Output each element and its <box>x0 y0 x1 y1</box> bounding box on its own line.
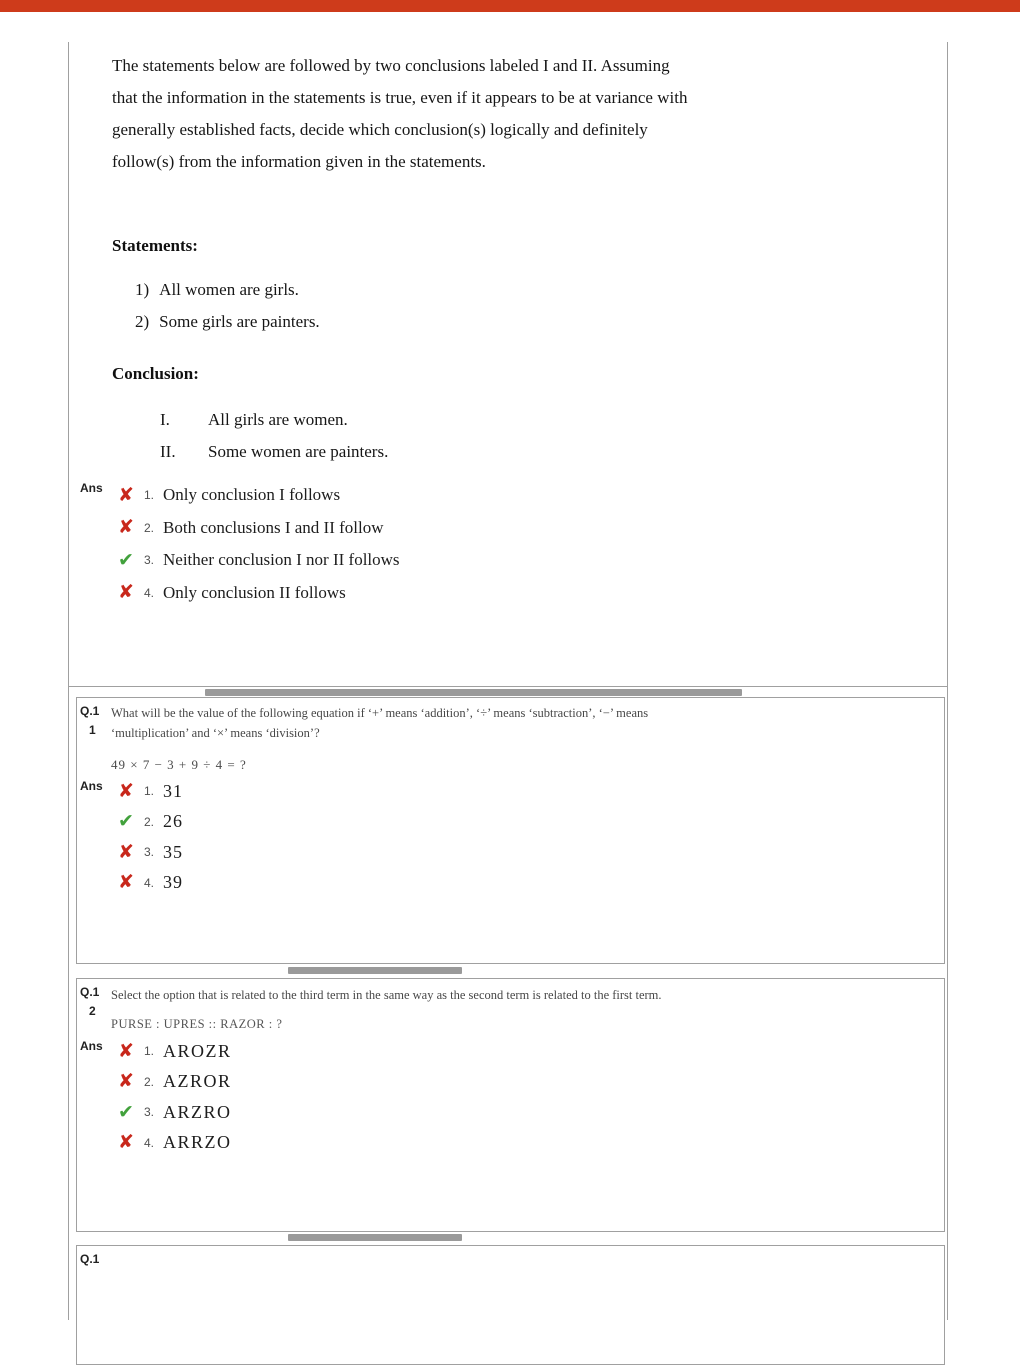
cross-icon <box>118 486 144 505</box>
cross-icon <box>118 873 144 892</box>
answer-option <box>118 1128 232 1159</box>
section-divider <box>68 686 947 687</box>
statement-number: 1) <box>135 280 150 299</box>
answer-option <box>118 868 183 899</box>
check-icon <box>118 812 144 831</box>
conclusion-text: All girls are women. <box>208 410 348 429</box>
answer-option <box>118 1067 232 1098</box>
option-text: 26 <box>163 811 184 832</box>
statement-item <box>135 274 320 306</box>
statements-list <box>135 274 320 338</box>
option-text: Neither conclusion I nor II follows <box>163 550 400 570</box>
option-number: 3. <box>144 1105 155 1120</box>
cross-icon <box>118 1042 144 1061</box>
cross-icon <box>118 1133 144 1152</box>
top-accent-bar <box>0 0 1020 12</box>
answer-option <box>118 577 400 610</box>
question-text: What will be the value of the following equation if ‘+’ means ‘addition’, ‘÷’ means ‘subtraction’, ‘−’ means ‘multiplication’ and ‘×’ means ‘division’? <box>111 706 649 740</box>
cross-icon <box>118 843 144 862</box>
question-number-line2: 1 <box>89 723 96 737</box>
question-text: The statements below are followed by two conclusions labeled I and II. Assuming that the information in the statements is true, even if it appears to be at variance with generally established facts, decide which conclusion(s) logically and definitely follow(s) from the information given in the statements. <box>112 56 688 171</box>
answer-option <box>118 1097 232 1128</box>
options-list <box>118 1036 232 1158</box>
answer-option <box>118 776 183 807</box>
conclusion-text: Some women are painters. <box>208 442 389 461</box>
options-list <box>118 776 183 898</box>
option-number: 4. <box>144 585 155 600</box>
conclusion-number: II. <box>160 442 176 461</box>
option-number: 4. <box>144 875 155 890</box>
option-number: 1. <box>144 488 155 503</box>
question-number-line1: Q.1 <box>80 1252 100 1266</box>
conclusions-list <box>160 404 388 468</box>
question-number-line1: Q.1 <box>80 985 100 999</box>
option-text: 31 <box>163 780 184 801</box>
option-text: AZROR <box>163 1071 232 1092</box>
cross-icon <box>118 518 144 537</box>
question-number-line2: 2 <box>89 1004 96 1018</box>
question-number <box>80 702 99 740</box>
conclusion-number: I. <box>160 410 170 429</box>
cross-icon <box>118 583 144 602</box>
option-text: Only conclusion II follows <box>163 582 346 602</box>
answer-option <box>118 544 400 577</box>
option-text: 39 <box>163 872 184 893</box>
option-number: 4. <box>144 1135 155 1150</box>
conclusion-item <box>160 436 388 468</box>
statement-text: Some girls are painters. <box>159 312 320 331</box>
answer-option <box>118 479 400 512</box>
answer-label: Ans <box>80 1039 103 1053</box>
equation-text: 49 × 7 − 3 + 9 ÷ 4 = ? <box>111 757 247 772</box>
cross-icon <box>118 1072 144 1091</box>
answer-label: Ans <box>80 481 103 495</box>
statement-item <box>135 306 320 338</box>
option-number: 3. <box>144 845 155 860</box>
conclusion-item <box>160 404 388 436</box>
option-text: ARZRO <box>163 1101 232 1122</box>
conclusion-heading: Conclusion: <box>112 364 199 383</box>
answer-option <box>118 1036 232 1067</box>
statements-heading: Statements: <box>112 236 198 255</box>
option-number: 1. <box>144 1044 155 1059</box>
option-text: Both conclusions I and II follow <box>163 517 384 537</box>
option-number: 1. <box>144 784 155 799</box>
statement-number: 2) <box>135 312 150 331</box>
check-icon <box>118 551 144 570</box>
horizontal-scrollbar-thumb[interactable] <box>288 967 462 974</box>
horizontal-scrollbar-thumb[interactable] <box>205 689 742 696</box>
horizontal-scrollbar-thumb[interactable] <box>288 1234 462 1241</box>
statement-text: All women are girls. <box>159 280 299 299</box>
option-text: Only conclusion I follows <box>163 485 341 505</box>
option-number: 3. <box>144 553 155 568</box>
option-number: 2. <box>144 520 155 535</box>
question-13-panel <box>76 1245 945 1365</box>
option-text: AROZR <box>163 1040 232 1061</box>
check-icon <box>118 1103 144 1122</box>
answer-label: Ans <box>80 779 103 793</box>
answer-option <box>118 807 183 838</box>
option-text: ARRZO <box>163 1132 232 1153</box>
question-text: Select the option that is related to the third term in the same way as the second term is related to the first term. <box>111 988 662 1002</box>
analogy-text: PURSE : UPRES :: RAZOR : ? <box>111 1017 283 1031</box>
option-number: 2. <box>144 1074 155 1089</box>
options-list <box>118 479 400 609</box>
question-number-line1: Q.1 <box>80 704 100 718</box>
question-number <box>80 983 99 1021</box>
cross-icon <box>118 782 144 801</box>
question-number <box>80 1250 99 1269</box>
answer-option <box>118 512 400 545</box>
option-number: 2. <box>144 814 155 829</box>
answer-option <box>118 837 183 868</box>
option-text: 35 <box>163 841 184 862</box>
